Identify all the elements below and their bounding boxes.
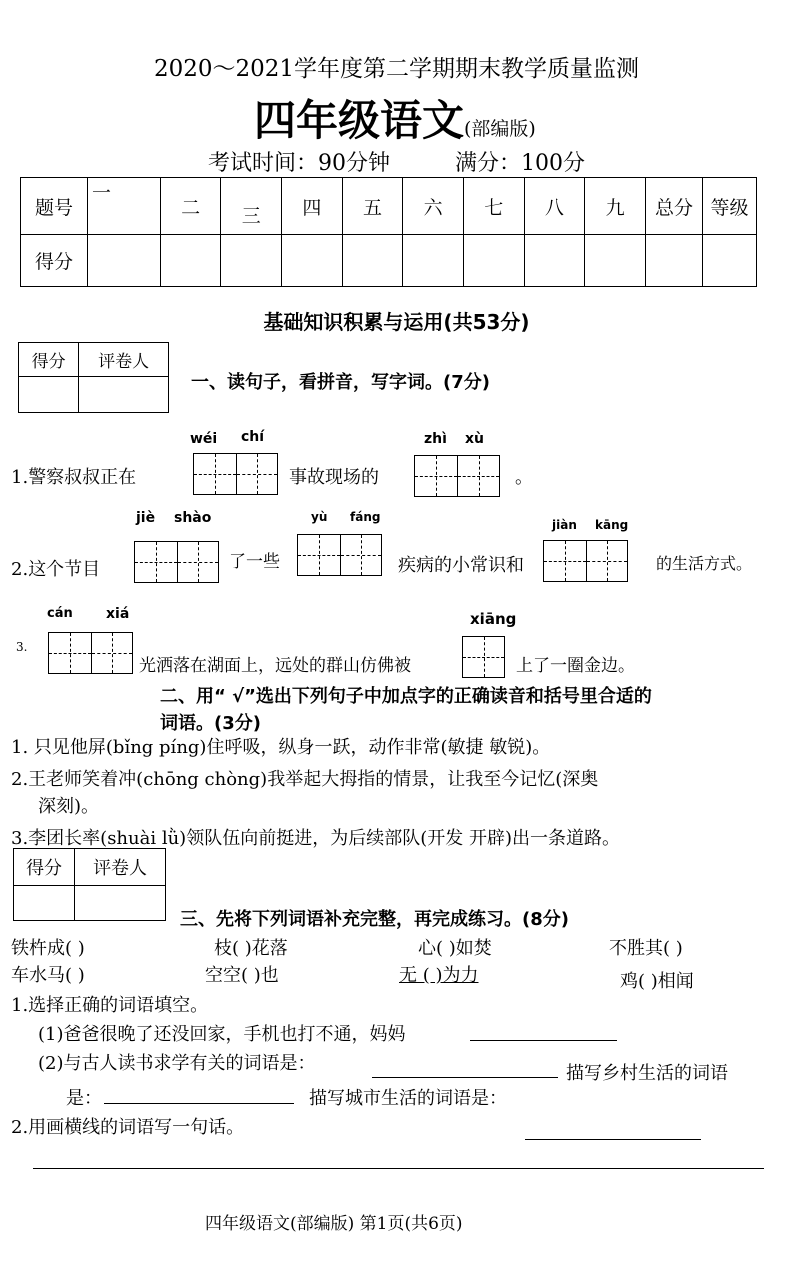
edition: (部编版) — [464, 118, 536, 140]
q2-sentence-3: 3.李团长率(shuài lǜ)领队伍向前挺进，为后续部队(开发 开辟)出一条道路。 — [11, 828, 620, 849]
full-score: 满分：100分 — [455, 151, 585, 176]
score-cell[interactable] — [221, 235, 282, 287]
grader-score-label: 得分 — [19, 343, 79, 377]
q3-title: 三、先将下列词语补充完整，再完成练习。(8分) — [180, 909, 569, 930]
grader-name-cell[interactable] — [79, 377, 169, 413]
part1-title: 基础知识积累与运用(共53分) — [263, 310, 530, 334]
pinyin: xiá — [106, 606, 130, 622]
q2-title: 二、用“ √”选出下列句子中加点字的正确读音和括号里合适的 — [160, 686, 652, 707]
tianzige-box[interactable] — [414, 455, 500, 497]
grader-name-cell[interactable] — [75, 886, 166, 921]
sentence-text: 。 — [515, 467, 533, 488]
q2-sentence-1: 1. 只见他屏(bǐng píng)住呼吸，纵身一跃，动作非常(敏捷 敏锐)。 — [11, 737, 551, 758]
q3-sub1-item2: (2)与古人读书求学有关的词语是： — [38, 1053, 316, 1074]
score-col-grade: 等级 — [703, 178, 757, 235]
sentence-text: 光洒落在湖面上，远处的群山仿佛被 — [139, 656, 411, 676]
tianzige-box[interactable] — [134, 541, 219, 583]
score-cell[interactable] — [342, 235, 403, 287]
score-cell[interactable] — [403, 235, 464, 287]
grader-box — [18, 342, 169, 413]
q3-sub1-item2-city: 描写城市生活的词语是： — [309, 1088, 507, 1109]
grader-label: 评卷人 — [75, 849, 166, 886]
answer-line[interactable] — [372, 1077, 558, 1078]
score-col-7: 七 — [463, 178, 524, 235]
score-col-3: 三 — [221, 178, 282, 235]
sentence-text: 事故现场的 — [289, 467, 379, 488]
grader-label: 评卷人 — [79, 343, 169, 377]
subject-title — [254, 88, 536, 148]
score-table-head-score: 得分 — [21, 235, 88, 287]
pinyin: cán — [47, 606, 73, 621]
pinyin: jiè — [136, 510, 156, 526]
score-col-total: 总分 — [646, 178, 703, 235]
q1-title: 一、读句子，看拼音，写字词。(7分) — [191, 372, 490, 393]
idiom-blank: 不胜其( ) — [609, 938, 683, 959]
grader-score-cell[interactable] — [19, 377, 79, 413]
q3-sub1: 1.选择正确的词语填空。 — [11, 995, 209, 1016]
item-number: 2. — [11, 559, 29, 580]
score-cell[interactable] — [585, 235, 646, 287]
grader-box — [13, 848, 166, 921]
pinyin: zhì — [424, 431, 447, 447]
q3-sub2: 2.用画横线的词语写一句话。 — [11, 1117, 245, 1138]
subject-name: 四年级语文 — [254, 96, 465, 145]
q2-sentence-2: 2.王老师笑着冲(chōng chòng)我举起大拇指的情景，让我至今记忆(深奥 — [11, 769, 599, 790]
pinyin: xù — [465, 431, 484, 447]
idiom-blank: 车水马( ) — [11, 965, 85, 986]
pinyin: yù — [311, 510, 328, 524]
sentence-text: 警察叔叔正在 — [28, 467, 137, 488]
score-col-1: 一 — [88, 178, 161, 235]
exam-time: 考试时间：90分钟 — [208, 151, 390, 176]
item-number: 3. — [16, 640, 28, 654]
footer-divider — [33, 1168, 764, 1169]
tianzige-box[interactable] — [543, 540, 628, 582]
q2-title-cont: 词语。(3分) — [160, 713, 261, 734]
pinyin: fáng — [350, 510, 381, 524]
score-cell[interactable] — [646, 235, 703, 287]
grader-score-cell[interactable] — [14, 886, 75, 921]
idiom-blank: 空空( )也 — [205, 965, 279, 986]
score-table-head-no: 题号 — [21, 178, 88, 235]
idiom-blank: 铁杵成( ) — [11, 938, 85, 959]
score-col-5: 五 — [342, 178, 403, 235]
answer-line[interactable] — [470, 1040, 617, 1041]
score-col-9: 九 — [585, 178, 646, 235]
idiom-blank: 枝( )花落 — [214, 938, 288, 959]
q2-sentence-2-cont: 深刻)。 — [38, 796, 100, 817]
exam-title: 2020～2021学年度第二学期期末教学质量监测 — [153, 56, 640, 82]
sentence-text: 这个节目 — [28, 559, 101, 580]
pinyin: wéi — [190, 431, 218, 447]
page-footer: 四年级语文(部编版) 第1页(共6页) — [205, 1214, 463, 1234]
score-cell[interactable] — [524, 235, 585, 287]
sentence-text: 疾病的小常识和 — [398, 555, 524, 576]
sentence-text: 的生活方式。 — [656, 554, 753, 573]
idiom-blank-underlined: 无 ( )为力 — [399, 965, 479, 986]
tianzige-box[interactable] — [297, 534, 382, 576]
pinyin: jiàn — [552, 518, 577, 532]
tianzige-box[interactable] — [193, 453, 278, 495]
score-table — [20, 177, 757, 287]
score-col-2: 二 — [160, 178, 221, 235]
score-cell[interactable] — [282, 235, 343, 287]
answer-line[interactable] — [525, 1139, 701, 1140]
score-col-6: 六 — [403, 178, 464, 235]
score-cell[interactable] — [703, 235, 757, 287]
grader-score-label: 得分 — [14, 849, 75, 886]
pinyin: shào — [174, 510, 212, 526]
score-cell[interactable] — [88, 235, 161, 287]
answer-line[interactable] — [104, 1103, 294, 1104]
pinyin: xiāng — [470, 610, 517, 628]
sentence-text: 了一些 — [229, 552, 280, 572]
score-cell[interactable] — [160, 235, 221, 287]
item-number: 1. — [11, 467, 29, 488]
pinyin: chí — [241, 429, 265, 445]
q3-sub1-item2-cont: 描写乡村生活的词语 — [566, 1063, 728, 1084]
sentence-text: 上了一圈金边。 — [516, 656, 635, 676]
q3-sub1-item2-label: 是： — [66, 1088, 102, 1109]
idiom-blank: 鸡( )相闻 — [620, 971, 694, 992]
q3-sub1-item1: (1)爸爸很晚了还没回家，手机也打不通，妈妈 — [38, 1024, 406, 1045]
score-col-8: 八 — [524, 178, 585, 235]
tianzige-box[interactable] — [462, 636, 505, 678]
score-cell[interactable] — [463, 235, 524, 287]
pinyin: kāng — [595, 518, 629, 532]
idiom-blank: 心( )如焚 — [418, 938, 492, 959]
tianzige-box[interactable] — [48, 632, 133, 674]
score-col-4: 四 — [282, 178, 343, 235]
